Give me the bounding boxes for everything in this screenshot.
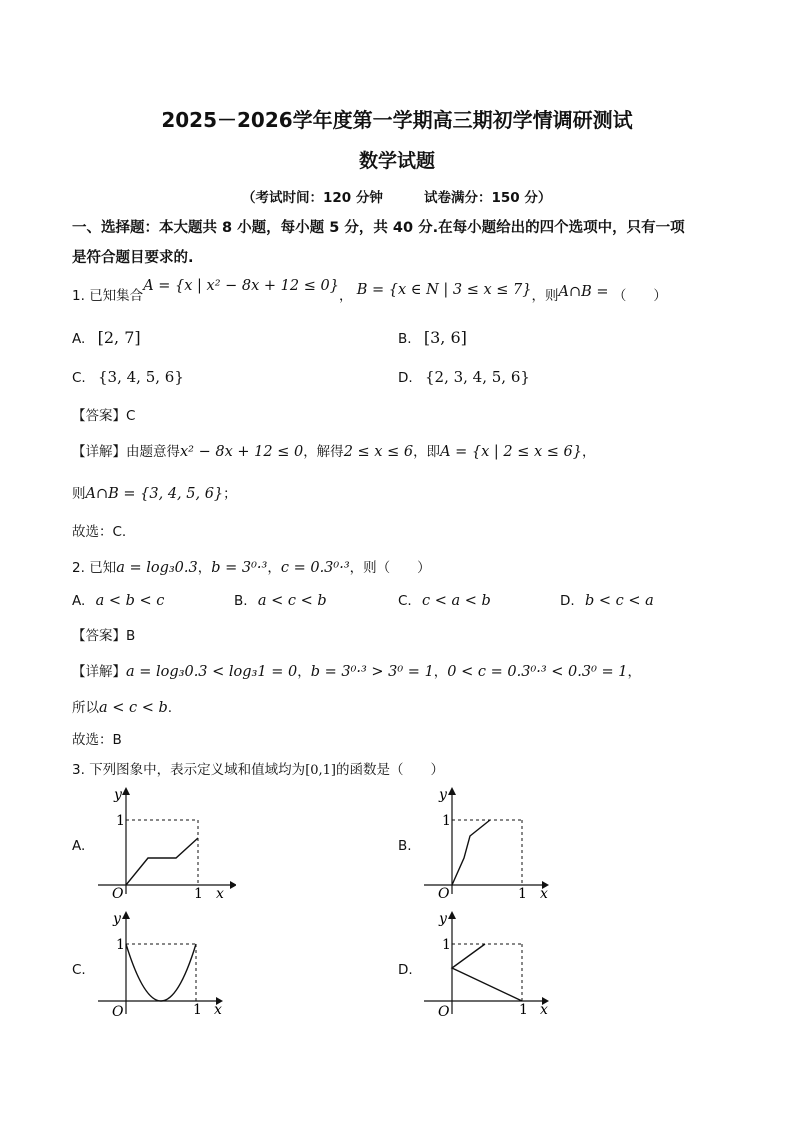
q3-option-c-label: C. xyxy=(72,962,86,978)
q3-graph-d-svg xyxy=(422,910,562,1022)
origin-label: O xyxy=(438,1004,450,1020)
q1-ask-paren: （ ） xyxy=(612,288,667,304)
q2-detail-text: ， xyxy=(627,664,642,680)
q2-detail-label: 【详解】 xyxy=(72,664,126,680)
q2-option-d-label: D. xyxy=(560,593,575,609)
q1-detail-text: ； xyxy=(223,486,237,502)
q1-detail-text: 则 xyxy=(72,486,86,502)
axis-label-x: x xyxy=(540,1002,548,1018)
q3-stem-text: 下列图象中，表示定义域和值域均为 xyxy=(89,762,306,778)
q1-ask-prefix: ，则 xyxy=(531,288,559,304)
origin-label: O xyxy=(438,886,450,898)
q1-option-c-label: C. xyxy=(72,370,86,386)
q1-detail-line1 xyxy=(72,440,596,460)
x-axis-arrow xyxy=(230,881,236,889)
q3-graph-d xyxy=(422,910,562,1026)
y-axis-arrow xyxy=(448,911,456,919)
q1-option-a-label: A. xyxy=(72,331,86,347)
q2-prefix: 已知 xyxy=(89,560,117,576)
q2-option-a-text: a < b < c xyxy=(95,593,165,609)
q2-option-c-label: C. xyxy=(398,593,412,609)
q2-option-b xyxy=(234,593,327,609)
q1-answer-value: C xyxy=(126,408,136,424)
tick-label-x-one: 1 xyxy=(518,886,527,898)
q2-detail-math: b = 3⁰·³ > 3⁰ = 1 xyxy=(310,664,434,680)
q3-option-a-label: A. xyxy=(72,838,86,854)
origin-label: O xyxy=(112,1004,124,1020)
q2-option-d xyxy=(560,593,654,609)
q2-expr-c: c = 0.3⁰·³ xyxy=(280,560,350,576)
q1-option-d xyxy=(398,368,530,386)
q2-comma: ， xyxy=(267,560,281,576)
q2-detail-text: . xyxy=(167,700,173,716)
q1-detail-text: ，解得 xyxy=(303,444,344,460)
q2-detail-math: a = log₃0.3 < log₃1 = 0 xyxy=(126,664,298,680)
q1-option-a-text: [2, 7] xyxy=(97,328,141,347)
q1-stem xyxy=(72,278,667,304)
q1-detail-text: ， xyxy=(582,444,596,460)
axis-label-y: y xyxy=(113,911,121,927)
tick-label-x-one: 1 xyxy=(194,886,203,898)
q2-comma: ， xyxy=(197,560,212,576)
q1-set-b: B = {x ∈ N | 3 ≤ x ≤ 7} xyxy=(356,282,532,298)
q2-option-b-text: a < c < b xyxy=(257,593,327,609)
q3-option-d-label: D. xyxy=(398,962,413,978)
axis-label-y: y xyxy=(439,787,447,803)
q3-graph-b xyxy=(422,786,562,902)
q2-option-a xyxy=(72,593,164,609)
q1-prefix: 已知集合 xyxy=(89,288,144,304)
q2-number: 2. xyxy=(72,560,85,576)
q1-comma: ， xyxy=(338,288,353,304)
tick-label-y-one: 1 xyxy=(442,937,451,953)
q3-stem xyxy=(72,758,444,778)
function-curve xyxy=(126,838,198,885)
q1-option-c xyxy=(72,368,184,386)
axis-label-y: y xyxy=(439,911,447,927)
section-heading-line1: 一、选择题：本大题共 8 小题，每小题 5 分，共 40 分.在每小题给出的四个选项中，只有一项 xyxy=(72,220,685,236)
exam-subtitle: 数学试题 xyxy=(358,150,435,172)
q2-stem xyxy=(72,556,431,576)
q1-option-b-label: B. xyxy=(398,331,412,347)
q3-graph-a xyxy=(96,786,236,902)
q2-detail-line1 xyxy=(72,660,641,680)
q2-expr-b: b = 3⁰·³ xyxy=(211,560,268,576)
exam-time: （考试时间：120 分钟 xyxy=(242,190,383,206)
q2-option-d-text: b < c < a xyxy=(584,593,654,609)
q1-detail-text: ，即 xyxy=(413,444,441,460)
q2-expr-a: a = log₃0.3 xyxy=(116,560,198,576)
q1-choose: 故选：C. xyxy=(72,524,127,540)
q2-option-b-label: B. xyxy=(234,593,248,609)
q1-detail-math: A = {x | 2 ≤ x ≤ 6} xyxy=(440,444,582,460)
origin-label: O xyxy=(112,886,124,898)
q2-detail-math: a < c < b xyxy=(99,700,168,716)
q2-answer-label: 【答案】 xyxy=(72,628,126,644)
tick-label-y-one: 1 xyxy=(116,937,125,953)
q1-number: 1. xyxy=(72,288,85,304)
q1-set-a: A = {x | x² − 8x + 12 ≤ 0} xyxy=(143,278,339,294)
function-curve xyxy=(126,944,196,1001)
q1-detail-math: x² − 8x + 12 ≤ 0 xyxy=(180,444,304,460)
y-axis-arrow xyxy=(448,787,456,795)
tick-label-y-one: 1 xyxy=(116,813,125,829)
q3-number: 3. xyxy=(72,762,85,778)
section-heading-line2: 是符合题目要求的. xyxy=(72,250,194,266)
tick-label-x-one: 1 xyxy=(519,1002,528,1018)
q2-detail-math: 0 < c = 0.3⁰·³ < 0.3⁰ = 1 xyxy=(447,664,628,680)
q1-option-c-text: {3, 4, 5, 6} xyxy=(98,368,184,386)
tick-label-y-one: 1 xyxy=(442,813,451,829)
axis-label-y: y xyxy=(114,787,122,803)
q2-option-a-label: A. xyxy=(72,593,86,609)
q1-detail-label: 【详解】 xyxy=(72,444,126,460)
q2-detail-text: 所以 xyxy=(72,700,99,716)
q2-answer xyxy=(72,624,135,644)
q1-detail-text: 由题意得 xyxy=(126,444,180,460)
function-curve xyxy=(452,944,522,1001)
axis-label-x: x xyxy=(214,1002,222,1018)
function-curve xyxy=(452,820,490,885)
axis-label-x: x xyxy=(216,886,224,898)
tick-label-x-one: 1 xyxy=(193,1002,202,1018)
q1-option-b-text: [3, 6] xyxy=(423,328,467,347)
q1-answer-label: 【答案】 xyxy=(72,408,126,424)
q3-graph-c-svg xyxy=(96,910,236,1022)
q3-graph-c xyxy=(96,910,236,1026)
y-axis-arrow xyxy=(122,911,130,919)
q2-detail-text: ， xyxy=(433,664,448,680)
q2-option-c-text: c < a < b xyxy=(422,593,491,609)
q2-choose: 故选：B xyxy=(72,732,122,748)
exam-title: 2025－2026学年度第一学期高三期初学情调研测试 xyxy=(161,108,633,132)
q2-detail-text: ， xyxy=(297,664,311,680)
axis-label-x: x xyxy=(540,886,548,898)
y-axis-arrow xyxy=(122,787,130,795)
q1-detail-line2 xyxy=(72,482,237,502)
q1-ask-expr: A∩B = xyxy=(558,284,609,300)
q2-option-c xyxy=(398,593,491,609)
q3-graph-a-svg xyxy=(96,786,236,898)
q3-stem-text: 的函数是（ ） xyxy=(336,762,445,778)
q1-option-d-label: D. xyxy=(398,370,413,386)
q3-option-b-label: B. xyxy=(398,838,412,854)
q2-answer-value: B xyxy=(126,628,136,644)
q1-option-d-text: {2, 3, 4, 5, 6} xyxy=(424,368,530,386)
exam-full-score: 试卷满分：150 分） xyxy=(424,190,552,206)
q2-detail-line2 xyxy=(72,696,172,716)
q1-detail-math: 2 ≤ x ≤ 6 xyxy=(343,444,414,460)
q1-answer xyxy=(72,404,135,424)
q3-interval: [0,1] xyxy=(305,763,337,778)
q2-suffix: ，则（ ） xyxy=(349,560,431,576)
q1-option-a xyxy=(72,328,141,347)
q1-option-b xyxy=(398,328,467,347)
q1-detail-math: A∩B = {3, 4, 5, 6} xyxy=(85,486,224,502)
q3-graph-b-svg xyxy=(422,786,562,898)
